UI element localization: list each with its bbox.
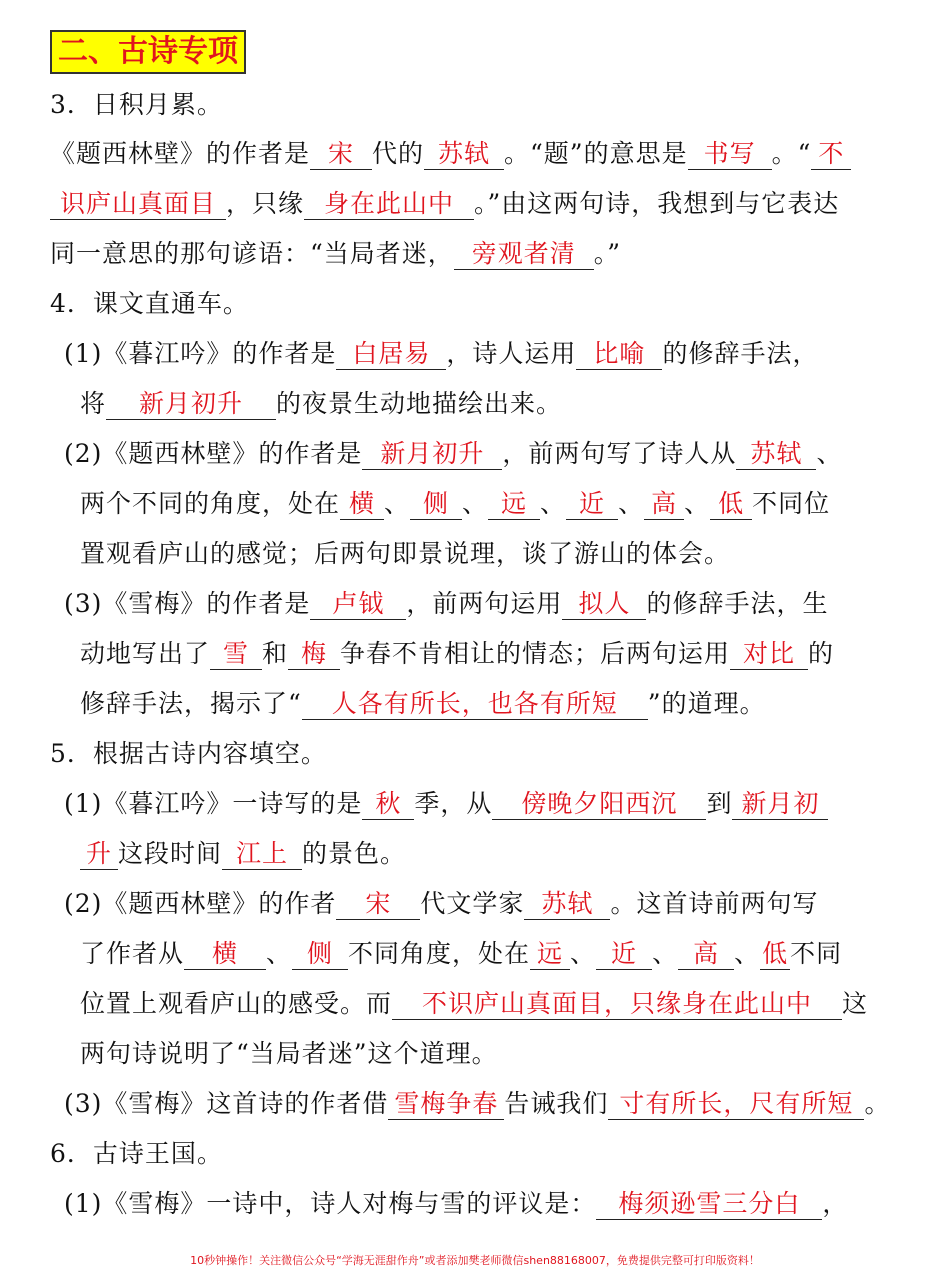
answer-blank: 梅须逊雪三分白 (596, 1189, 822, 1220)
answer-blank: 高 (678, 939, 734, 970)
answer-blank: 雪 (210, 639, 262, 670)
q4-s3-line-2: 动地写出了 雪 和 梅 争春不肯相让的情态；后两句运用 对比 的 (80, 639, 835, 668)
q5-s2-line-3: 位置上观看庐山的感受。而 不识庐山真面目，只缘身在此山中 这 (80, 989, 869, 1018)
q3-line-1: 《题西林壁》的作者是 宋 代的 苏轼 。“题”的意思是 书写 。“ 不 (50, 137, 851, 171)
answer-blank: 横 (184, 939, 266, 970)
q3-line-2: 识庐山真面目 ，只缘 身在此山中 。”由这两句诗，我想到与它表达 (50, 187, 839, 221)
answer-blank: 苏轼 (524, 889, 610, 920)
answer-blank: 侧 (410, 489, 462, 520)
answer-blank: 雪梅争春 (388, 1089, 504, 1120)
answer-blank: 升 (80, 839, 118, 870)
answer-blank: 寸有所长，尺有所短 (608, 1089, 864, 1120)
answer-blank: 近 (596, 939, 652, 970)
q4-s3-line-3: 修辞手法，揭示了“ 人各有所长，也各有所短 ”的道理。 (80, 689, 766, 718)
answer-blank: 拟人 (562, 589, 646, 620)
q5-title: 5．根据古诗内容填空。 (50, 739, 327, 768)
answer-blank: 不 (811, 139, 851, 170)
answer-blank: 比喻 (576, 339, 662, 370)
q3-line-3: 同一意思的那句谚语：“当局者迷， 旁观者清 。” (50, 239, 622, 268)
q5-s3-line-1: (3)《雪梅》这首诗的作者借 雪梅争春 告诫我们 寸有所长，尺有所短 。 (64, 1089, 891, 1118)
answer-blank: 横 (340, 489, 384, 520)
answer-blank: 身在此山中 (304, 189, 474, 220)
answer-blank: 近 (566, 489, 618, 520)
q4-title: 4．课文直通车。 (50, 289, 249, 318)
answer-blank: 对比 (730, 639, 808, 670)
section-heading: 二、古诗专项 (50, 30, 246, 74)
answer-blank: 高 (644, 489, 684, 520)
answer-blank: 傍晚夕阳西沉 (492, 789, 706, 820)
answer-blank: 新月初 (732, 789, 828, 820)
answer-blank: 远 (488, 489, 540, 520)
answer-blank: 秋 (362, 789, 414, 820)
q4-s1-line-2: 将 新月初升 的夜景生动地描绘出来。 (80, 389, 563, 418)
answer-blank: 宋 (336, 889, 420, 920)
q5-s1-line-1: (1)《暮江吟》一诗写的是 秋 季，从 傍晚夕阳西沉 到 新月初 (64, 787, 828, 821)
answer-blank: 宋 (310, 139, 372, 170)
answer-blank: 苏轼 (736, 439, 816, 470)
q5-s2-line-2: 了作者从 横 、 侧 不同角度，处在 远 、 近 、 高 、低不同 (80, 939, 843, 968)
answer-blank: 旁观者清 (454, 239, 594, 270)
answer-blank: 侧 (292, 939, 348, 970)
q4-s3-line-1: (3)《雪梅》的作者是 卢钺 ，前两句运用 拟人 的修辞手法，生 (64, 589, 829, 618)
answer-blank: 不识庐山真面目，只缘身在此山中 (392, 989, 842, 1020)
answer-blank: 卢钺 (310, 589, 406, 620)
answer-blank: 新月初升 (106, 389, 276, 420)
q6-title: 6．古诗王国。 (50, 1139, 223, 1168)
q5-s2-line-1: (2)《题西林壁》的作者 宋 代文学家 苏轼 。这首诗前两句写 (64, 889, 819, 918)
q6-s1-line-1: (1)《雪梅》一诗中，诗人对梅与雪的评议是： 梅须逊雪三分白 ， (64, 1189, 849, 1218)
q5-s1-line-2: 升 这段时间 江上 的景色。 (80, 837, 406, 871)
q4-s2-line-1: (2)《题西林壁》的作者是 新月初升 ，前两句写了诗人从 苏轼 、 (64, 439, 843, 468)
q3-title: 3．日积月累。 (50, 90, 223, 119)
answer-blank: 低 (710, 489, 752, 520)
answer-blank: 白居易 (336, 339, 446, 370)
q4-s1-line-1: (1)《暮江吟》的作者是 白居易 ，诗人运用 比喻 的修辞手法， (64, 339, 819, 368)
answer-blank: 新月初升 (362, 439, 502, 470)
answer-blank: 识庐山真面目 (50, 189, 226, 220)
answer-blank: 远 (530, 939, 570, 970)
q4-s2-line-3: 置观看庐山的感觉；后两句即景说理，谈了游山的体会。 (80, 539, 731, 568)
answer-blank: 江上 (222, 839, 302, 870)
answer-blank: 书写 (688, 139, 772, 170)
q5-s2-line-4: 两句诗说明了“当局者迷”这个道理。 (80, 1039, 498, 1068)
footer-notice: 10秒钟操作！关注微信公众号“学海无涯甜作舟”或者添加樊老师微信shen88168007，免费提供完整可打印版资料！ (190, 1254, 760, 1267)
answer-blank: 人各有所长，也各有所短 (302, 689, 648, 720)
q4-s2-line-2: 两个不同的角度，处在 横 、 侧 、 远 、 近 、 高 、 低 不同位 (80, 489, 831, 518)
answer-blank: 低 (762, 939, 789, 968)
answer-blank: 苏轼 (424, 139, 504, 170)
answer-blank: 梅 (288, 639, 340, 670)
